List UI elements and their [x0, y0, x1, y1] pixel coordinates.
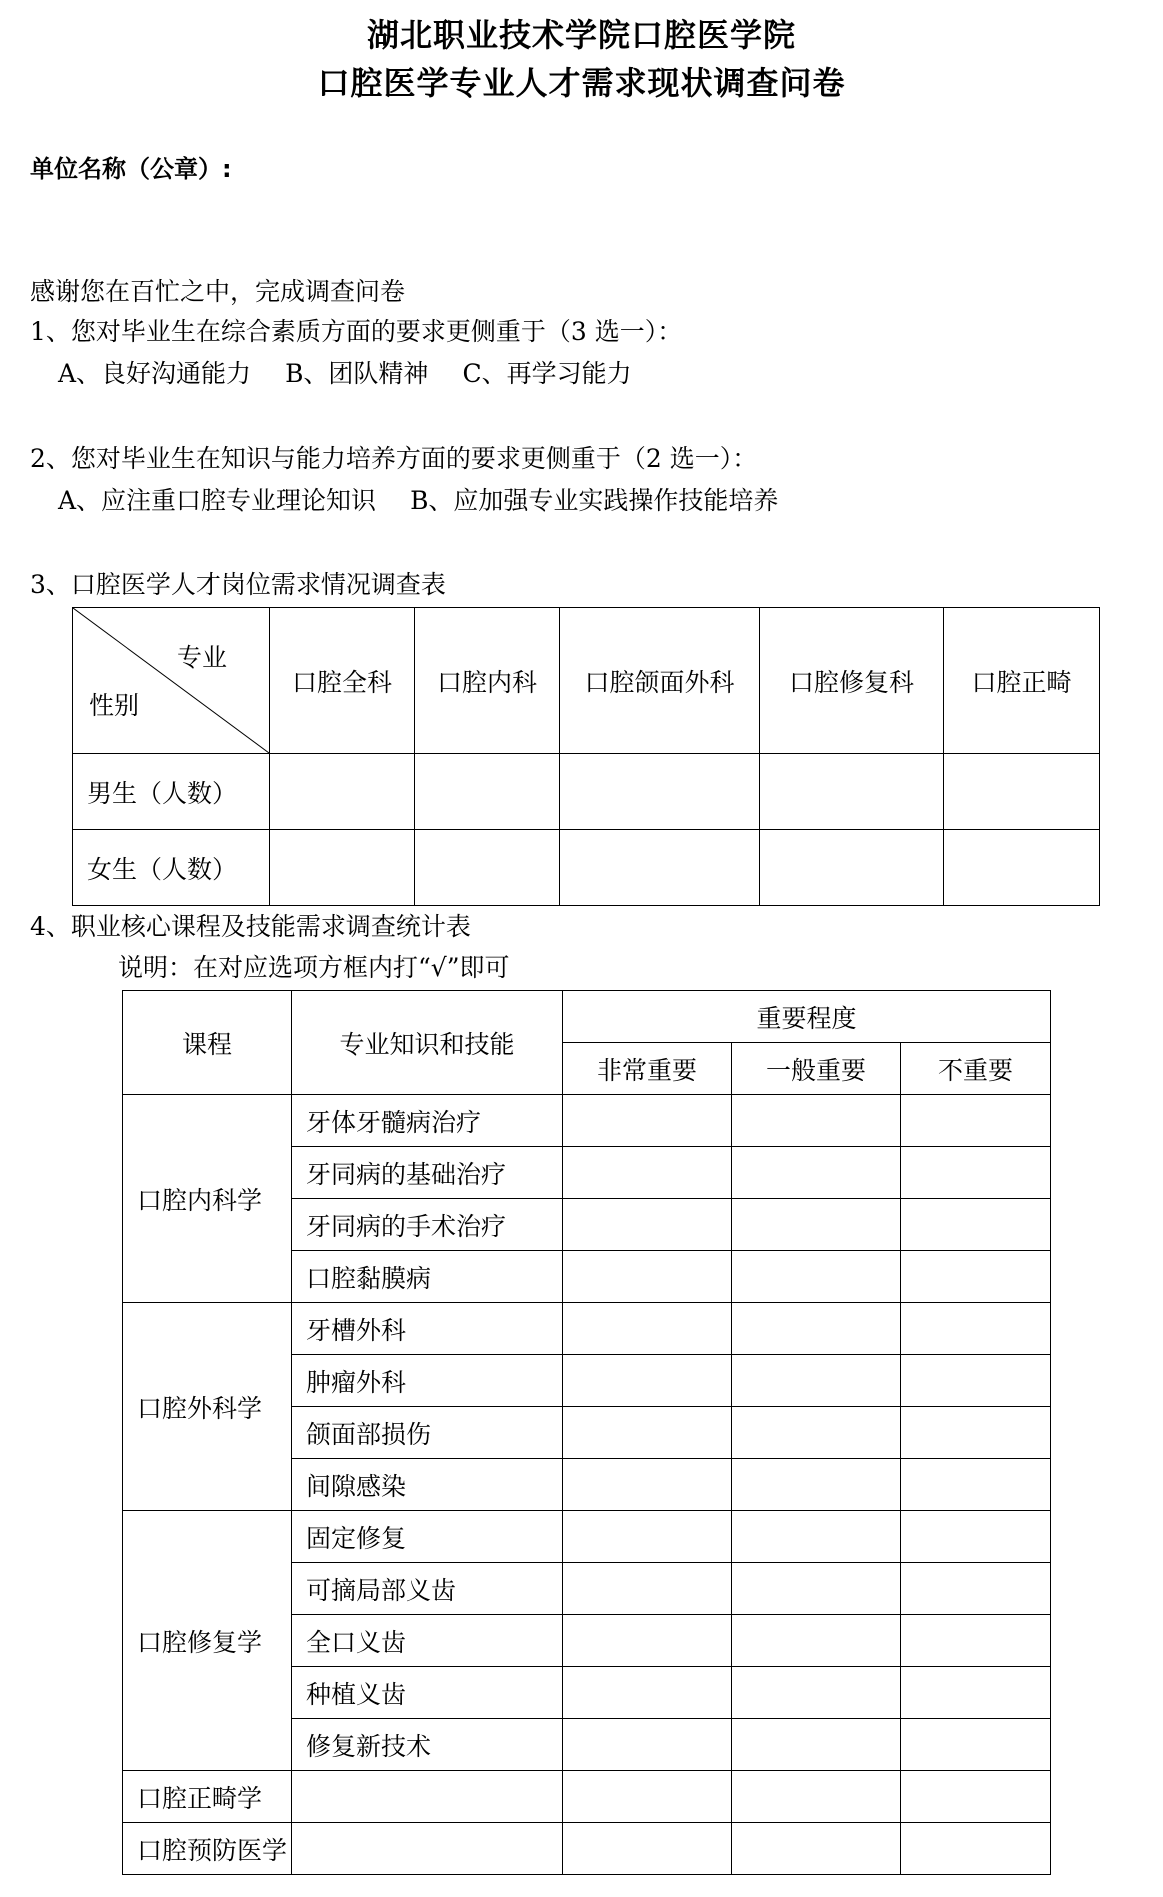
check-cell[interactable] — [901, 1563, 1051, 1615]
check-cell[interactable] — [901, 1251, 1051, 1303]
skill-cell: 间隙感染 — [292, 1459, 563, 1511]
check-cell[interactable] — [901, 1823, 1051, 1875]
skill-cell: 颌面部损伤 — [292, 1407, 563, 1459]
question-4: 4、职业核心课程及技能需求调查统计表 — [30, 912, 471, 941]
header-importance: 重要程度 — [563, 991, 1051, 1043]
check-cell[interactable] — [563, 1407, 732, 1459]
corner-gender-label: 性别 — [89, 691, 140, 720]
check-cell[interactable] — [563, 1199, 732, 1251]
check-cell[interactable] — [901, 1199, 1051, 1251]
check-cell[interactable] — [901, 1771, 1051, 1823]
check-cell[interactable] — [563, 1615, 732, 1667]
job-demand-table — [72, 607, 1100, 906]
question-1: 1、您对毕业生在综合素质方面的要求更侧重于（3 选一）： — [30, 317, 683, 346]
column-header: 口腔修复科 — [760, 608, 944, 754]
input-cell[interactable] — [415, 754, 560, 830]
course-cell: 口腔修复学 — [123, 1511, 292, 1771]
question-4-note: 说明：在对应选项方框内打“√”即可 — [118, 953, 510, 982]
check-cell[interactable] — [901, 1095, 1051, 1147]
q1-option-b[interactable]: B、团队精神 — [285, 359, 429, 388]
intro-text: 感谢您在百忙之中，完成调查问卷 — [30, 277, 406, 306]
check-cell[interactable] — [732, 1667, 901, 1719]
check-cell[interactable] — [901, 1615, 1051, 1667]
check-cell[interactable] — [901, 1407, 1051, 1459]
q1-option-c[interactable]: C、再学习能力 — [462, 359, 632, 388]
check-cell[interactable] — [732, 1823, 901, 1875]
header-level-normal: 一般重要 — [732, 1043, 901, 1095]
check-cell[interactable] — [901, 1719, 1051, 1771]
check-cell[interactable] — [563, 1095, 732, 1147]
skill-cell: 种植义齿 — [292, 1667, 563, 1719]
table-row — [123, 1511, 1051, 1563]
skill-cell: 牙同病的手术治疗 — [292, 1199, 563, 1251]
skill-cell: 肿瘤外科 — [292, 1355, 563, 1407]
check-cell[interactable] — [732, 1563, 901, 1615]
skill-cell: 口腔黏膜病 — [292, 1251, 563, 1303]
check-cell[interactable] — [901, 1667, 1051, 1719]
input-cell[interactable] — [560, 754, 760, 830]
input-cell[interactable] — [270, 830, 415, 906]
check-cell[interactable] — [732, 1615, 901, 1667]
table-row — [123, 1095, 1051, 1147]
corner-major-label: 专业 — [176, 643, 227, 672]
table-row — [123, 1771, 1051, 1823]
question-2: 2、您对毕业生在知识与能力培养方面的要求更侧重于（2 选一）： — [30, 444, 758, 473]
skill-cell-empty — [292, 1823, 563, 1875]
check-cell[interactable] — [563, 1303, 732, 1355]
skill-cell: 牙体牙髓病治疗 — [292, 1095, 563, 1147]
check-cell[interactable] — [563, 1563, 732, 1615]
check-cell[interactable] — [563, 1147, 732, 1199]
column-header: 口腔内科 — [415, 608, 560, 754]
input-cell[interactable] — [760, 754, 944, 830]
input-cell[interactable] — [270, 754, 415, 830]
course-cell: 口腔预防医学 — [123, 1823, 292, 1875]
input-cell[interactable] — [944, 830, 1100, 906]
course-cell: 口腔外科学 — [123, 1303, 292, 1511]
course-skill-table — [122, 990, 1051, 1875]
q2-option-a[interactable]: A、应注重口腔专业理论知识 — [58, 486, 377, 515]
table-row — [123, 1823, 1051, 1875]
check-cell[interactable] — [563, 1771, 732, 1823]
row-label-male: 男生（人数） — [73, 754, 270, 830]
skill-cell: 全口义齿 — [292, 1615, 563, 1667]
header-course: 课程 — [123, 991, 292, 1095]
check-cell[interactable] — [901, 1303, 1051, 1355]
q1-option-a[interactable]: A、良好沟通能力 — [58, 359, 252, 388]
course-cell: 口腔正畸学 — [123, 1771, 292, 1823]
check-cell[interactable] — [732, 1355, 901, 1407]
input-cell[interactable] — [415, 830, 560, 906]
skill-cell-empty — [292, 1771, 563, 1823]
check-cell[interactable] — [563, 1667, 732, 1719]
column-header: 口腔正畸 — [944, 608, 1100, 754]
question-2-options — [58, 484, 812, 518]
row-label-female: 女生（人数） — [73, 830, 270, 906]
check-cell[interactable] — [732, 1719, 901, 1771]
check-cell[interactable] — [732, 1459, 901, 1511]
check-cell[interactable] — [563, 1459, 732, 1511]
check-cell[interactable] — [732, 1147, 901, 1199]
column-header: 口腔颌面外科 — [560, 608, 760, 754]
check-cell[interactable] — [901, 1459, 1051, 1511]
check-cell[interactable] — [563, 1511, 732, 1563]
skill-cell: 可摘局部义齿 — [292, 1563, 563, 1615]
q2-option-b[interactable]: B、应加强专业实践操作技能培养 — [410, 486, 779, 515]
corner-header-cell — [73, 608, 270, 754]
check-cell[interactable] — [901, 1147, 1051, 1199]
check-cell[interactable] — [901, 1355, 1051, 1407]
header-level-not: 不重要 — [901, 1043, 1051, 1095]
input-cell[interactable] — [760, 830, 944, 906]
check-cell[interactable] — [563, 1719, 732, 1771]
table-row — [123, 1303, 1051, 1355]
check-cell[interactable] — [732, 1407, 901, 1459]
unit-name-label: 单位名称（公章）: — [30, 155, 232, 183]
check-cell[interactable] — [563, 1355, 732, 1407]
header-skill: 专业知识和技能 — [292, 991, 563, 1095]
skill-cell: 牙槽外科 — [292, 1303, 563, 1355]
check-cell[interactable] — [732, 1199, 901, 1251]
input-cell[interactable] — [944, 754, 1100, 830]
diagonal-line — [73, 608, 269, 753]
input-cell[interactable] — [560, 830, 760, 906]
check-cell[interactable] — [901, 1511, 1051, 1563]
column-header: 口腔全科 — [270, 608, 415, 754]
header-level-very: 非常重要 — [563, 1043, 732, 1095]
page-title-line2: 口腔医学专业人才需求现状调查问卷 — [317, 64, 846, 102]
skill-cell: 固定修复 — [292, 1511, 563, 1563]
check-cell[interactable] — [563, 1823, 732, 1875]
check-cell[interactable] — [732, 1095, 901, 1147]
check-cell[interactable] — [732, 1251, 901, 1303]
check-cell[interactable] — [732, 1771, 901, 1823]
check-cell[interactable] — [732, 1303, 901, 1355]
check-cell[interactable] — [732, 1511, 901, 1563]
question-3: 3、口腔医学人才岗位需求情况调查表 — [30, 570, 446, 599]
page-title-line1: 湖北职业技术学院口腔医学院 — [366, 16, 796, 54]
course-cell: 口腔内科学 — [123, 1095, 292, 1303]
skill-cell: 修复新技术 — [292, 1719, 563, 1771]
skill-cell: 牙同病的基础治疗 — [292, 1147, 563, 1199]
question-1-options — [58, 357, 666, 391]
check-cell[interactable] — [563, 1251, 732, 1303]
